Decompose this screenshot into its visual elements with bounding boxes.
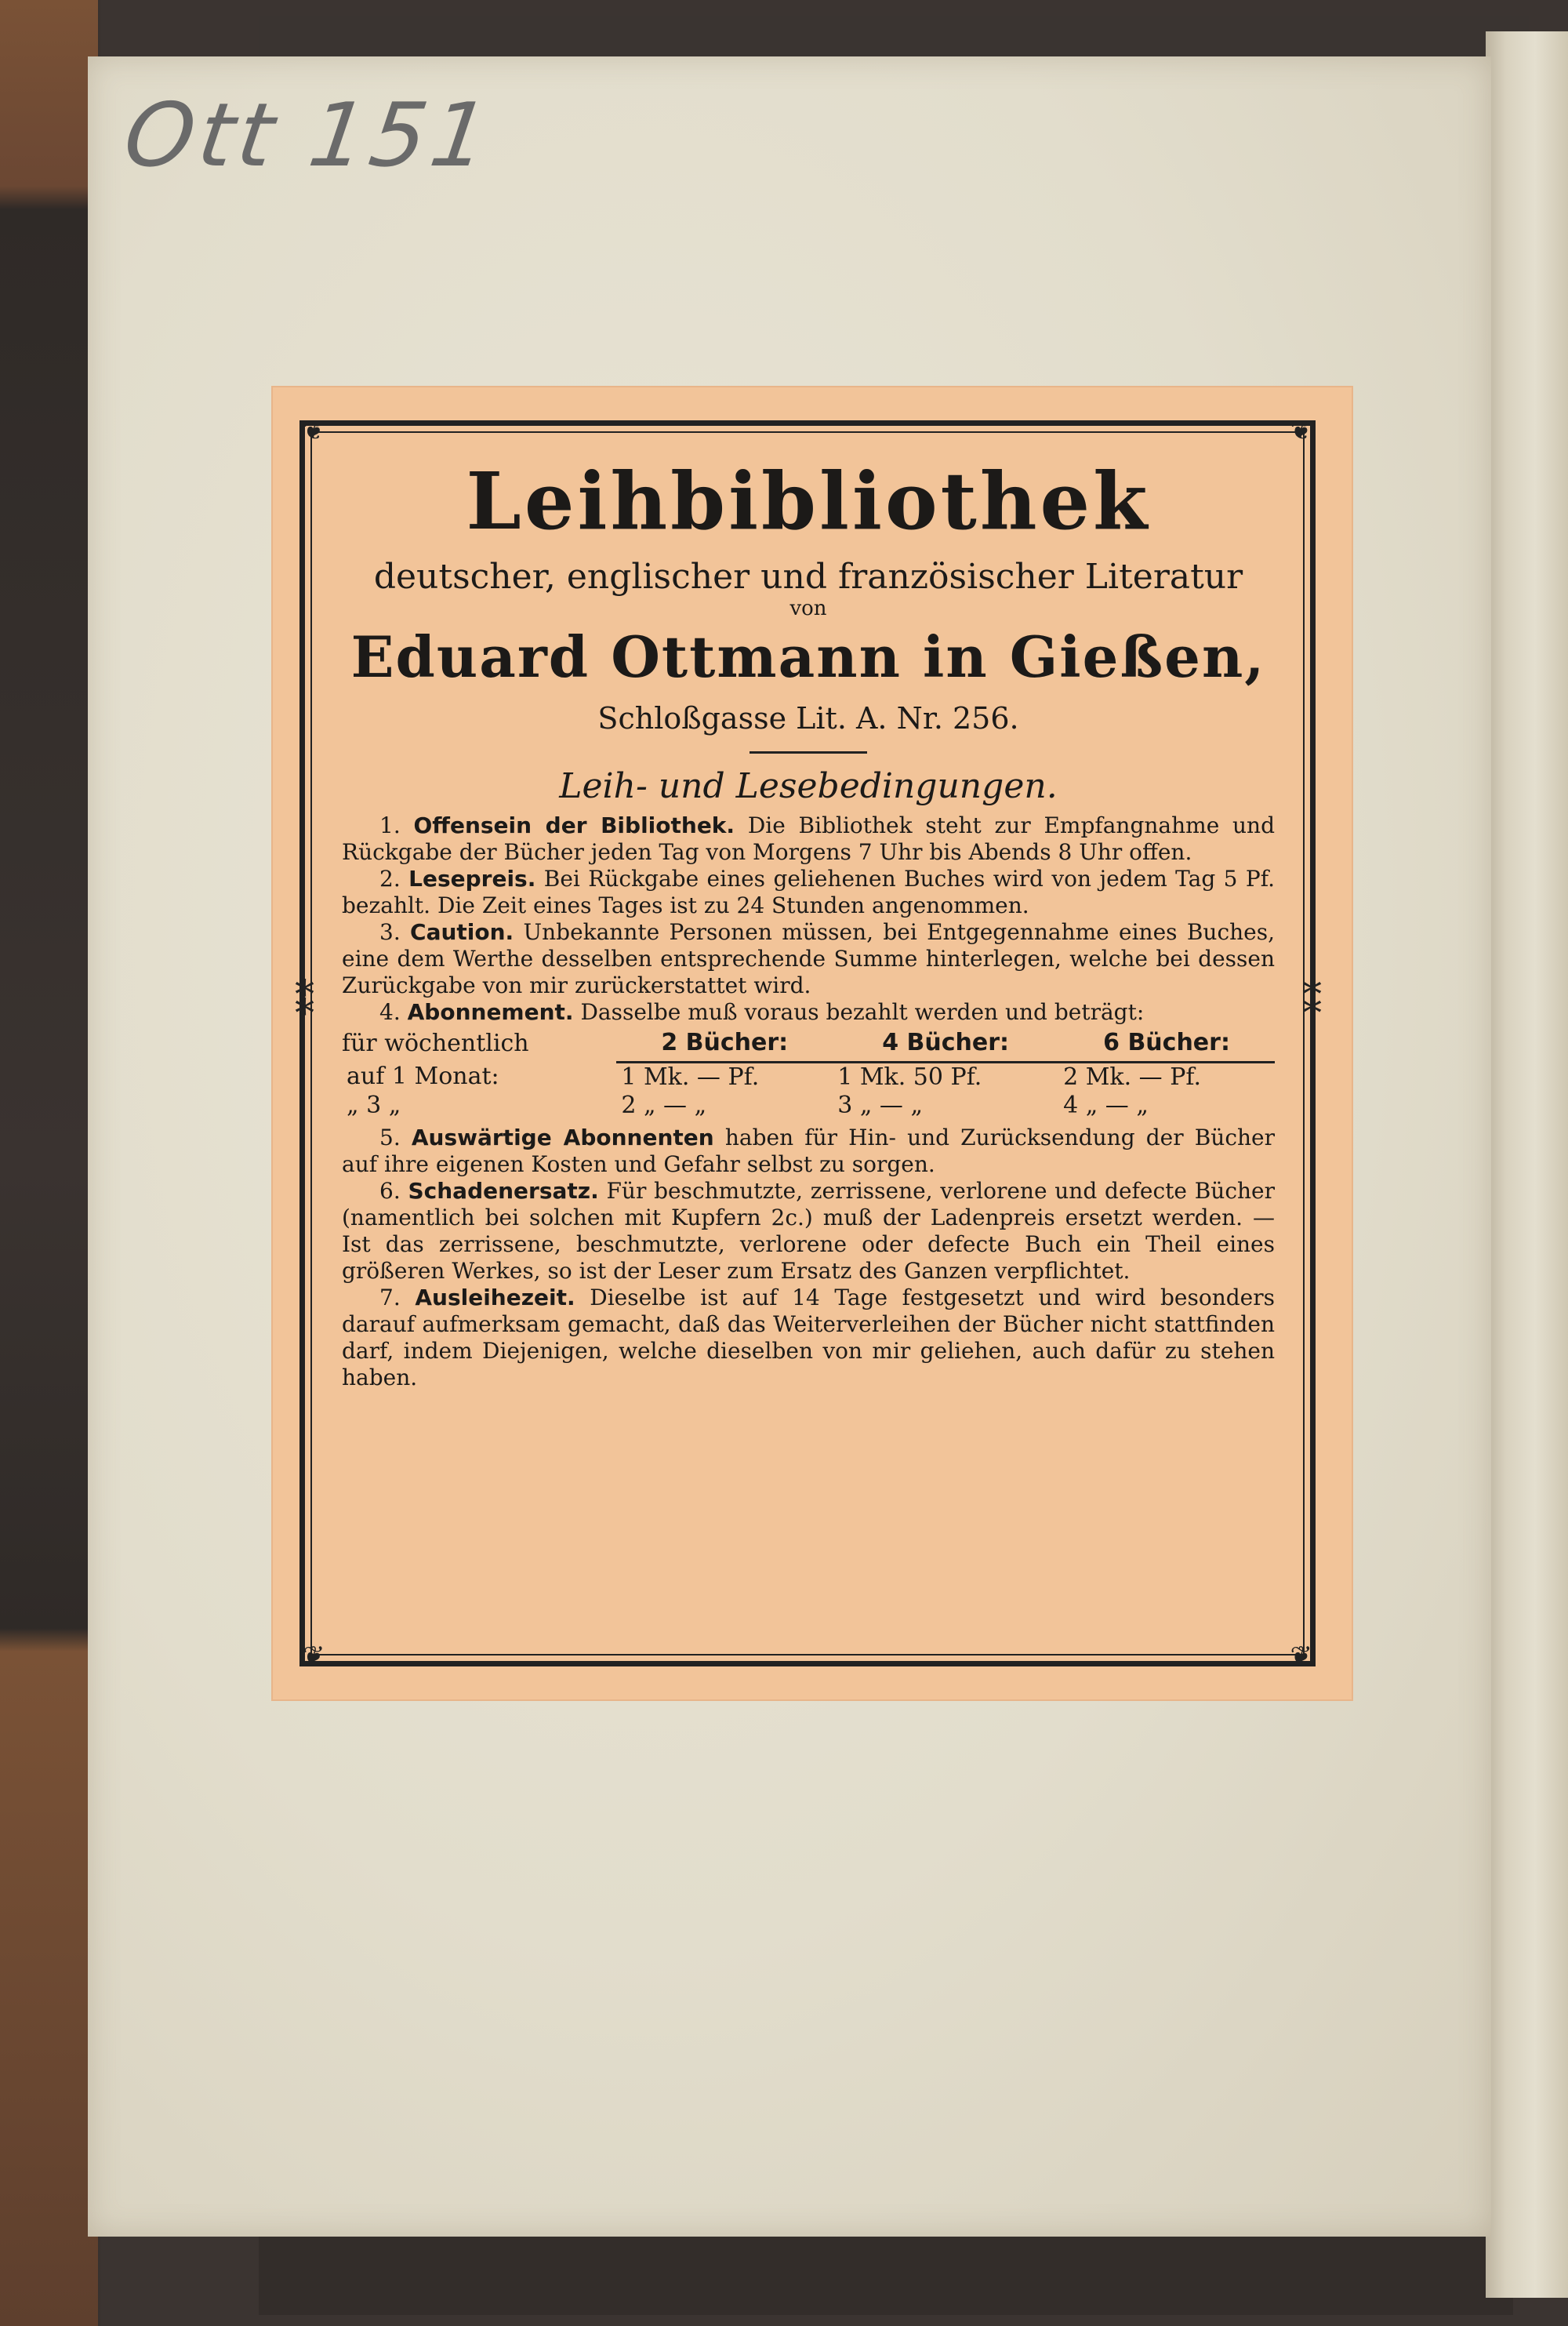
price-header: 2 Bücher: — [616, 1029, 833, 1063]
price-row — [342, 1063, 1275, 1092]
label-subtitle: deutscher, englischer und französischer Literatur — [373, 557, 1243, 597]
price-cell: 3 „ — „ — [837, 1092, 923, 1119]
price-header: 6 Bücher: — [1058, 1029, 1275, 1063]
price-cell: 1 Mk. 50 Pf. — [837, 1063, 982, 1091]
side-ornament-icon: ⁑ — [295, 979, 314, 1024]
side-ornament-icon: ⁑ — [1302, 979, 1322, 1024]
handwritten-shelfmark: Ott 151 — [118, 85, 499, 187]
price-table-corner: für wöchentlich — [342, 1029, 529, 1057]
price-header: 4 Bücher: — [833, 1029, 1058, 1063]
rule-paragraph: 7. Ausleihezeit. Dieselbe ist auf 14 Tage festgesetzt und wird besonders darauf aufmerksam gemacht, daß das Weiterverleihen der Bücher nicht stattfinden darf, indem Diejenigen, welche dieselben von mir geliehen, auch dafür zu stehen haben. — [342, 1285, 1275, 1390]
corner-ornament-icon: ❦ — [303, 415, 325, 446]
corner-ornament-icon: ❦ — [303, 1641, 325, 1672]
facing-page-edge — [1486, 31, 1568, 2298]
rule-paragraph: 5. Auswärtige Abonnenten haben für Hin- und Zurücksendung der Bücher auf ihre eigenen Kosten und Gefahr selbst zu sorgen. — [342, 1125, 1276, 1177]
label-title: Leihbibliothek — [466, 455, 1151, 547]
rule-paragraph: 3. Caution. Unbekannte Personen müssen, bei Entgegennahme eines Buches, eine dem Werthe desselben entsprechende Summe hinterlegen, welche bei dessen Zurückgabe von mir zurückerstattet wird. — [342, 919, 1275, 998]
corner-ornament-icon: ❦ — [1290, 1641, 1312, 1672]
library-label — [271, 386, 1353, 1701]
corner-ornament-icon: ❦ — [1290, 415, 1312, 446]
rule-paragraph: 1. Offensein der Bibliothek. Die Bibliothek steht zur Empfangnahme und Rückgabe der Bücher jeden Tag von Morgens 7 Uhr bis Abends 8 Uhr offen. — [342, 812, 1276, 865]
price-row — [342, 1092, 1275, 1120]
divider — [750, 751, 867, 754]
price-table — [342, 1029, 1275, 1120]
conditions-heading: Leih- und Lesebedingungen. — [559, 766, 1058, 806]
rule-paragraph: 6. Schadenersatz. Für beschmutzte, zerrissene, verlorene und defecte Bücher (namentlich bei solchen mit Kupfern 2c.) muß der Ladenpreis ersetzt werden. — Ist das zerrissene, beschmutzte, verlorene oder defecte Buch ein Theil eines größeren Werkes, so ist der Leser zum Ersatz des Ganzen verpflichtet. — [342, 1178, 1275, 1284]
cover-top-edge — [259, 16, 1529, 60]
label-content — [342, 455, 1276, 1391]
cover-bottom-edge — [259, 2237, 1513, 2315]
price-cell: 1 Mk. — Pf. — [621, 1063, 760, 1091]
leather-spine-strip — [0, 0, 98, 2326]
price-cell: 4 „ — „ — [1063, 1092, 1149, 1119]
price-cell: 2 Mk. — Pf. — [1063, 1063, 1201, 1091]
price-row-label: auf 1 Monat: — [347, 1063, 499, 1091]
publisher-address: Schloßgasse Lit. A. Nr. 256. — [597, 701, 1019, 736]
label-von: von — [789, 597, 827, 620]
price-table-header — [342, 1029, 1275, 1063]
price-cell: 2 „ — „ — [621, 1092, 707, 1119]
rule-paragraph: 2. Lesepreis. Bei Rückgabe eines geliehenen Buches wird von jedem Tag 5 Pf. bezahlt. Die Zeit eines Tages ist zu 24 Stunden angenommen. — [342, 866, 1275, 918]
rule-paragraph: 4. Abonnement. Dasselbe muß voraus bezahlt werden und beträgt: — [379, 999, 1145, 1025]
publisher-name: Eduard Ottmann in Gießen, — [350, 623, 1266, 690]
price-row-label: „ 3 „ — [347, 1092, 401, 1119]
